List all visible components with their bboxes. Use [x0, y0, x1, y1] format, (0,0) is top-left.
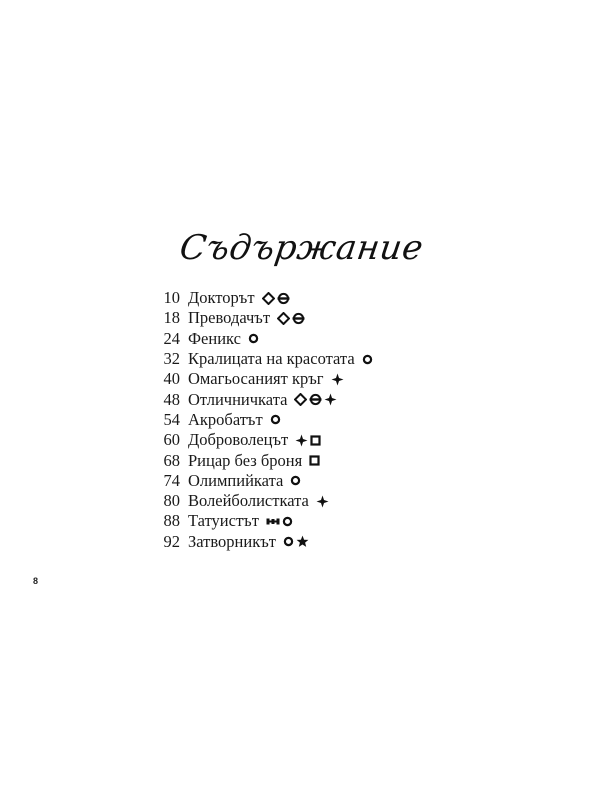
toc-entry	[140, 430, 440, 450]
toc-entry-title: Доброволецът	[188, 430, 289, 450]
ring-icon	[290, 475, 301, 486]
toc-entry-title: Феникс	[188, 328, 241, 348]
four-point-star-icon	[295, 434, 308, 447]
toc-entry	[140, 410, 440, 430]
toc-entry-icons	[331, 373, 344, 386]
toc-entry	[140, 511, 440, 531]
toc-entry-title: Татуистът	[188, 511, 259, 531]
toc-entry	[140, 491, 440, 511]
toc-entry-title: Преводачът	[188, 308, 271, 328]
toc-entry-page-number: 54	[163, 409, 180, 429]
four-point-star-icon	[324, 393, 337, 406]
toc-entry	[140, 471, 440, 491]
toc-entry	[140, 369, 440, 389]
toc-entry-title: Олимпийката	[188, 470, 284, 490]
toc-entry	[140, 308, 440, 328]
toc-entry-icons	[262, 292, 290, 305]
page-number: 8	[33, 576, 39, 586]
toc-entry-page-number: 92	[163, 531, 180, 551]
toc-entry	[140, 389, 440, 409]
toc-entry-page-number: 18	[163, 308, 180, 328]
toc-entry-title: Омагьосаният кръг	[188, 369, 324, 389]
ring-icon	[270, 414, 281, 425]
toc-entry-title: Отличничката	[188, 389, 288, 409]
ring-icon	[248, 333, 259, 344]
toc-entry-icons	[270, 414, 281, 425]
toc-entry-icons	[283, 535, 309, 548]
toc-entry	[140, 329, 440, 349]
toc-entry-title: Волейболистката	[188, 491, 309, 511]
crossed-circle-icon	[292, 312, 305, 325]
toc-entry-icons	[294, 393, 337, 406]
table-of-contents	[140, 288, 440, 552]
toc-entry-icons	[266, 516, 293, 527]
square-icon	[310, 435, 321, 446]
toc-entry-page-number: 32	[163, 349, 180, 369]
four-point-star-icon	[331, 373, 344, 386]
toc-entry-page-number: 10	[163, 288, 180, 308]
square-icon	[309, 455, 320, 466]
diamond-icon	[262, 292, 275, 305]
toc-entry-page-number: 40	[163, 369, 180, 389]
toc-entry-title: Докторът	[188, 288, 255, 308]
toc-entry-page-number: 74	[163, 470, 180, 490]
toc-entry-icons	[316, 495, 329, 508]
crossed-circle-icon	[309, 393, 322, 406]
toc-entry-title: Затворникът	[188, 531, 276, 551]
ring-icon	[283, 536, 294, 547]
five-point-star-icon	[296, 535, 309, 548]
toc-entry-page-number: 68	[163, 450, 180, 470]
diamond-icon	[277, 312, 290, 325]
ring-icon	[282, 516, 293, 527]
toc-entry	[140, 288, 440, 308]
toc-entry-icons	[290, 475, 301, 486]
toc-heading: Съдържание	[177, 228, 426, 268]
toc-entry-icons	[295, 434, 321, 447]
toc-entry	[140, 349, 440, 369]
barbell-icon	[266, 516, 280, 527]
toc-entry-page-number: 60	[163, 430, 180, 450]
toc-entry	[140, 450, 440, 470]
toc-entry-page-number: 80	[163, 491, 180, 511]
toc-entry-title: Акробатът	[188, 409, 263, 429]
diamond-icon	[294, 393, 307, 406]
toc-entry-icons	[362, 354, 373, 365]
toc-entry-icons	[309, 455, 320, 466]
ring-icon	[362, 354, 373, 365]
toc-entry-icons	[248, 333, 259, 344]
toc-entry-page-number: 24	[163, 328, 180, 348]
four-point-star-icon	[316, 495, 329, 508]
toc-entry	[140, 532, 440, 552]
toc-entry-page-number: 48	[163, 389, 180, 409]
crossed-circle-icon	[277, 292, 290, 305]
toc-entry-icons	[277, 312, 305, 325]
toc-entry-title: Рицар без броня	[188, 450, 303, 470]
toc-entry-title: Кралицата на красотата	[188, 349, 355, 369]
toc-entry-page-number: 88	[163, 511, 180, 531]
